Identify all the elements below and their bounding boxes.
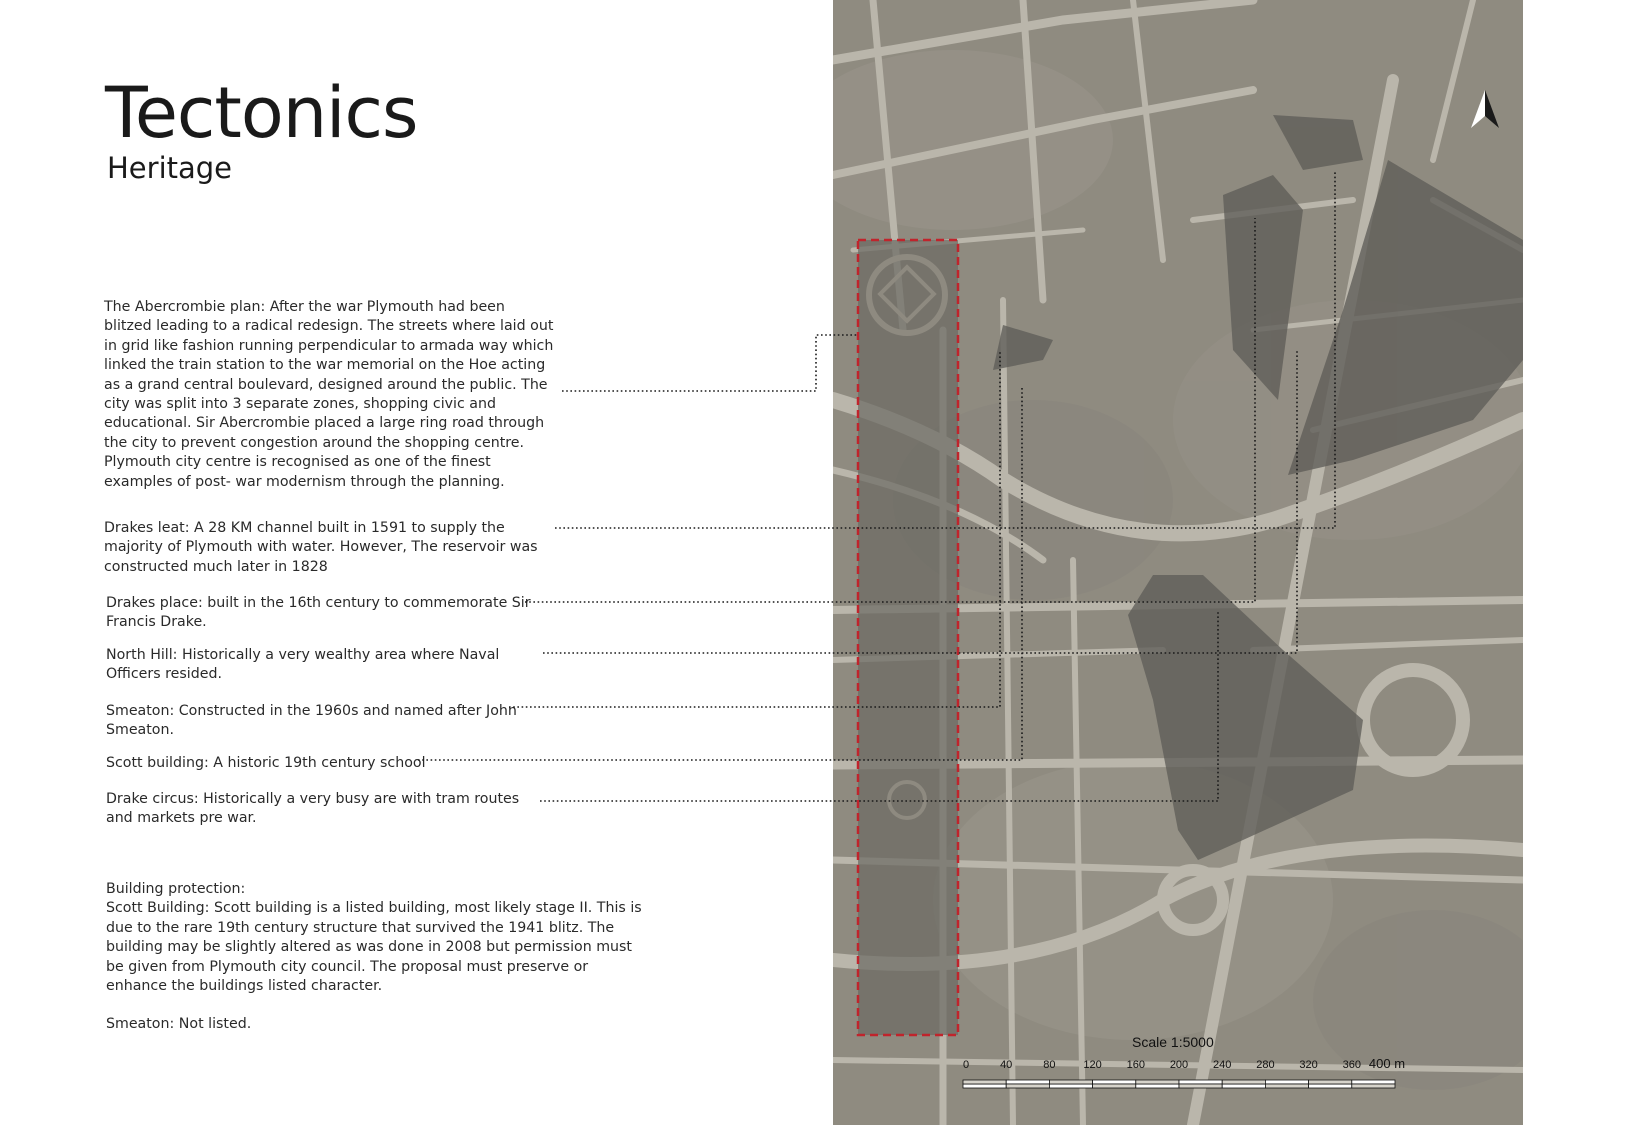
page-title: Tectonics (105, 72, 418, 154)
scale-tick-label: 160 (1126, 1059, 1145, 1071)
north-hill-note: North Hill: Historically a very wealthy area where Naval Officers resided. (106, 647, 500, 683)
smeaton-listing-note: Smeaton: Not listed. (106, 1016, 252, 1032)
scale-tick-label: 40 (1000, 1059, 1013, 1071)
scale-tick-label: 80 (1043, 1059, 1056, 1071)
scale-tick-label: 240 (1213, 1059, 1232, 1071)
drake-circus-note: Drake circus: Historically a very busy are with tram routes and markets pre war. (106, 791, 520, 827)
leader-abercrombie (562, 335, 858, 391)
drakes-leat-note: Drakes leat: A 28 KM channel built in 1591 to supply the majority of Plymouth with water. However, The reservoir was constructed much later in 1828 (104, 520, 538, 575)
site-map[interactable] (833, 0, 1523, 1125)
scale-tick-label: 120 (1083, 1059, 1102, 1071)
page-subtitle: Heritage (107, 151, 233, 185)
scale-tick-label: 320 (1299, 1059, 1318, 1071)
scale-tick-label: 360 (1342, 1059, 1361, 1071)
abercrombie-plan-note: The Abercrombie plan: After the war Plymouth had been blitzed leading to a radical redesign. The streets where laid out in grid like fashion running perpendicular to armada way which linked the train station to the war memorial on the Hoe acting as a grand central boulevard, designed around the public. The city was split into 3 separate zones, shopping civic and educational. Sir Abercrombie placed a large ring road through the city to prevent congestion around the shopping centre. Plymouth city centre is recognised as one of the finest examples of post- war modernism through the planning. (104, 299, 554, 490)
scale-tick-label: 200 (1169, 1059, 1189, 1071)
scott-building-note: Scott building: A historic 19th century school (106, 755, 426, 771)
map-canvas (833, 0, 1523, 1125)
scale-tick-label: 280 (1256, 1059, 1275, 1071)
scale-tick-label: 0 (963, 1059, 970, 1071)
scale-tick-label: 400 m (1368, 1056, 1406, 1071)
drakes-place-note: Drakes place: built in the 16th century to commemorate Sir Francis Drake. (106, 595, 531, 631)
scale-title: Scale 1:5000 (1132, 1034, 1214, 1050)
building-protection-note: Building protection: Scott Building: Scott building is a listed building, most likely stage II. This is due to the rare 19th century structure that survived the 1941 blitz. The building may be slightly altered as was done in 2008 but permission must be given from Plymouth city council. The proposal must preserve or enhance the buildings listed character. (106, 881, 642, 995)
smeaton-note: Smeaton: Constructed in the 1960s and named after John Smeaton. (106, 703, 517, 739)
armada-way-band (858, 240, 958, 1035)
